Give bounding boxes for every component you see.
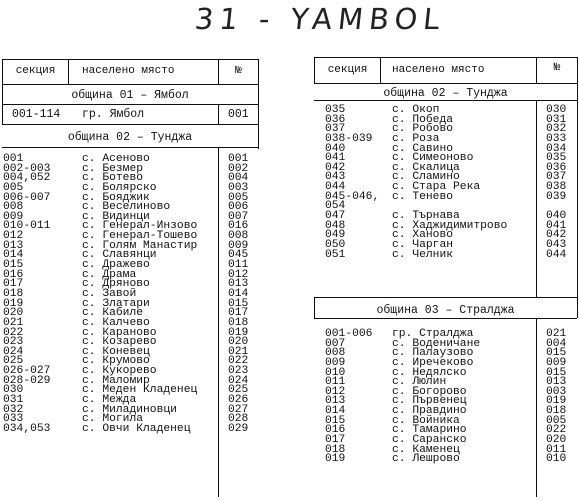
row-section: 009 [3,210,24,223]
left-header-num: № [235,65,242,77]
row-section: 013 [325,395,346,408]
row-section: 018 [3,287,24,300]
row-section: 050 [325,238,346,251]
row-number: 005 [546,414,567,427]
row-number: 012 [228,268,249,281]
row-number: 002 [228,162,249,175]
row-number: 003 [228,181,249,194]
right-outer-right-border [577,57,578,318]
row-number: 013 [228,278,249,291]
row-number: 013 [546,376,567,389]
row-section: 022 [3,326,24,339]
row-section: 028-029 [3,374,51,387]
row-section: 017 [325,434,346,447]
row-section: 012 [3,230,24,243]
row-place: с. Овчи Кладенец [82,422,191,435]
row-number: 019 [228,326,249,339]
row-section: 049 [325,229,346,242]
row-number: 004 [546,337,567,350]
row-number: 019 [546,395,567,408]
row-number: 010 [546,453,567,466]
row-section: 005 [3,181,24,194]
left-col-divider-1 [68,59,69,84]
row-section: 006-007 [3,191,51,204]
row-number: 028 [228,413,249,426]
row-number: 021 [546,328,567,340]
row-number: 015 [228,297,249,310]
row-place: с. Челник [392,248,454,261]
row-place: с. Меден Кладенец [82,384,198,397]
row-section: 051 [325,248,346,261]
row-place: с. Веселиново [82,201,171,214]
row-section: 026-027 [3,365,51,378]
row-number: 022 [546,424,567,437]
row-number: 026 [228,394,249,407]
left-col-divider-3 [218,104,219,124]
row-number: 033 [546,132,567,145]
row-number: 014 [228,287,249,300]
row-number: 027 [228,403,249,416]
row-number: 020 [546,434,567,447]
right-group2-title: община 02 – Тунджа [383,87,508,100]
row-number: 007 [228,210,249,223]
row-section: 038-039 [325,132,373,145]
row-number: 015 [546,366,567,379]
row-place: с. Савино [392,142,454,155]
row-number: 008 [228,230,249,243]
row-section: 044 [325,181,346,194]
row-place: с. Лешрово [392,453,460,466]
row-number: 004 [228,172,249,185]
row-section: 001 [3,153,24,165]
row-number: 045 [228,249,249,262]
row-place: с. Първенец [392,395,467,408]
left-header-bottom-border [2,84,258,85]
row-place: с. Тенево [392,190,454,203]
left-group1-row-num: 001 [228,108,249,121]
left-group1-row-place: гр. Ямбол [82,108,145,121]
right-header-top-border [314,57,577,58]
row-place: с. Кабиле [82,307,144,320]
row-number: 009 [228,239,249,252]
row-section: 004,052 [3,172,51,185]
row-place: с. Хаджидимитрово [392,219,508,232]
right-col-divider-3 [536,100,537,297]
row-section: 035 [325,104,346,116]
row-section: 014 [3,249,24,262]
left-header-top-border [2,59,258,60]
row-place: с. Маломир [82,374,150,387]
left-group2-title: община 02 – Тунджа [67,131,193,144]
row-place: с. Роза [392,132,440,145]
row-place: с. Симеоново [392,152,474,165]
right-header-place: населено място [392,64,485,76]
left-header-section: секция [15,65,56,77]
left-col-divider-4 [218,147,219,497]
row-number: 044 [546,248,567,261]
row-section: 016 [325,424,346,437]
row-section: 016 [3,268,24,281]
row-place: с. Завой [82,287,137,300]
row-number: 036 [546,161,567,174]
right-header-section: секция [327,64,368,76]
row-number: 020 [228,336,249,349]
left-group1-row-bottom [2,124,258,125]
row-place: с. Ботево [82,172,144,185]
row-place: с. Козарево [82,336,157,349]
row-number: 016 [228,220,249,233]
row-section: 010 [325,366,346,379]
row-place: с. Миладиновци [82,403,177,416]
row-section: 007 [325,337,346,350]
row-place: с. Сламино [392,171,460,184]
row-section: 030 [3,384,24,397]
row-place: с. Недялско [392,366,467,379]
row-place: с. Правдино [392,405,467,418]
row-section: 031 [3,394,24,407]
row-place: с. Златари [82,297,150,310]
row-place: с. Робово [392,123,454,136]
row-section: 001-006 [325,328,373,340]
row-place: с. Крумово [82,355,150,368]
row-number: 029 [228,422,249,435]
row-place: с. Генерал-Инзово [82,220,198,233]
row-section: 042 [325,161,346,174]
row-place: с. Тамарино [392,424,467,437]
row-place: с. Стара Река [392,181,481,194]
row-place: с. Каменец [392,443,460,456]
row-number: 022 [228,355,249,368]
row-number: 015 [546,347,567,360]
row-place: с. Саранско [392,434,467,447]
row-section: 013 [3,239,24,252]
row-number: 034 [546,142,567,155]
right-group3-top-border [314,297,577,298]
row-section: 017 [3,278,24,291]
row-number: 040 [546,210,567,223]
row-section: 008 [325,347,346,360]
row-section: 033 [3,413,24,426]
row-place: с. Ханово [392,229,454,242]
row-section: 024 [3,345,24,358]
row-number: 011 [228,259,249,272]
row-number: 032 [546,123,567,136]
row-section: 012 [325,385,346,398]
row-place: с. Коневец [82,345,150,358]
row-place: с. Богорово [392,385,467,398]
row-section: 043 [325,171,346,184]
row-section: 025 [3,355,24,368]
row-place: с. Генерал-Тошево [82,230,198,243]
right-header-bottom-border [314,83,577,84]
row-section: 015 [3,259,24,272]
row-place: с. Победа [392,113,454,126]
row-place: с. Воденичане [392,337,481,350]
row-section: 048 [325,219,346,232]
row-number: 031 [546,113,567,126]
row-section: 015 [325,414,346,427]
row-section: 036 [325,113,346,126]
row-section: 008 [3,201,24,214]
row-number: 041 [546,219,567,232]
row-number: 043 [546,238,567,251]
row-place: с. Безмер [82,162,144,175]
right-group3-title: община 03 – Стралджа [376,304,515,317]
row-number: 042 [546,229,567,242]
row-section: 034,053 [3,422,51,435]
row-number: 001 [228,153,249,165]
row-place: с. Болярско [82,181,157,194]
row-place: с. Кукорево [82,365,157,378]
row-place: с. Могила [82,413,144,426]
row-section: 032 [3,403,24,416]
right-header-num: № [553,62,561,74]
row-number: 005 [228,191,249,204]
row-section: 019 [325,453,346,466]
row-number: 023 [228,365,249,378]
row-number: 030 [546,104,567,116]
left-group1-divider [2,104,258,105]
row-number: 024 [228,374,249,387]
row-place: с. Чарган [392,238,454,251]
right-group3-divider [314,318,577,319]
row-place: с. Войника [392,414,460,427]
row-place: гр. Стралджа [392,328,474,340]
right-group2-divider [314,100,577,101]
row-section: 041 [325,152,346,165]
row-number: 018 [546,405,567,418]
row-section: 011 [325,376,346,389]
row-number: 039 [546,190,567,203]
row-section: 023 [3,336,24,349]
row-section: 054 [325,200,346,213]
left-group2-divider [2,147,258,148]
row-place: с. Окоп [392,104,440,116]
row-place: с. Скалица [392,161,460,174]
row-place: с. Асеново [82,153,150,165]
right-col-divider-4 [536,318,537,497]
row-place: с. Видинци [82,210,150,223]
right-col-divider-1 [380,57,381,83]
row-place: с. Дряново [82,278,150,291]
row-number: 037 [546,171,567,184]
row-section: 009 [325,356,346,369]
row-place: с. Славянци [82,249,157,262]
row-section: 020 [3,307,24,320]
row-place: с. Търнава [392,210,460,223]
row-place: с. Межда [82,394,137,407]
row-place: с. Люлин [392,376,447,389]
row-place: с. Голям Манастир [82,239,198,252]
row-place: с. Драма [82,268,137,281]
page-title: 31 - YAMBOL [193,2,448,36]
left-header-place: населено място [82,65,175,77]
row-section: 018 [325,443,346,456]
row-place: с. Дражево [82,259,150,272]
left-right-border [258,59,259,149]
row-number: 003 [546,385,567,398]
row-number: 035 [546,152,567,165]
row-number: 021 [228,345,249,358]
row-section: 037 [325,123,346,136]
left-group1-row-section: 001-114 [12,108,61,121]
row-place: с. Бояджик [82,191,150,204]
row-section: 021 [3,316,24,329]
row-section: 047 [325,210,346,223]
row-section: 002-003 [3,162,51,175]
row-place: с. Палаузово [392,347,474,360]
row-section: 040 [325,142,346,155]
row-number: 025 [228,384,249,397]
row-number: 006 [228,201,249,214]
row-number: 018 [228,316,249,329]
row-number: 017 [228,307,249,320]
row-place: с. Иречеково [392,356,474,369]
row-section: 045-046, [325,190,380,203]
row-section: 010-011 [3,220,51,233]
left-group1-title: община 01 – Ямбол [71,89,189,102]
row-section: 019 [3,297,24,310]
row-section: 014 [325,405,346,418]
row-place: с. Караново [82,326,157,339]
row-number: 009 [546,356,567,369]
row-number: 011 [546,443,567,456]
row-number: 038 [546,181,567,194]
row-place: с. Калчево [82,316,150,329]
